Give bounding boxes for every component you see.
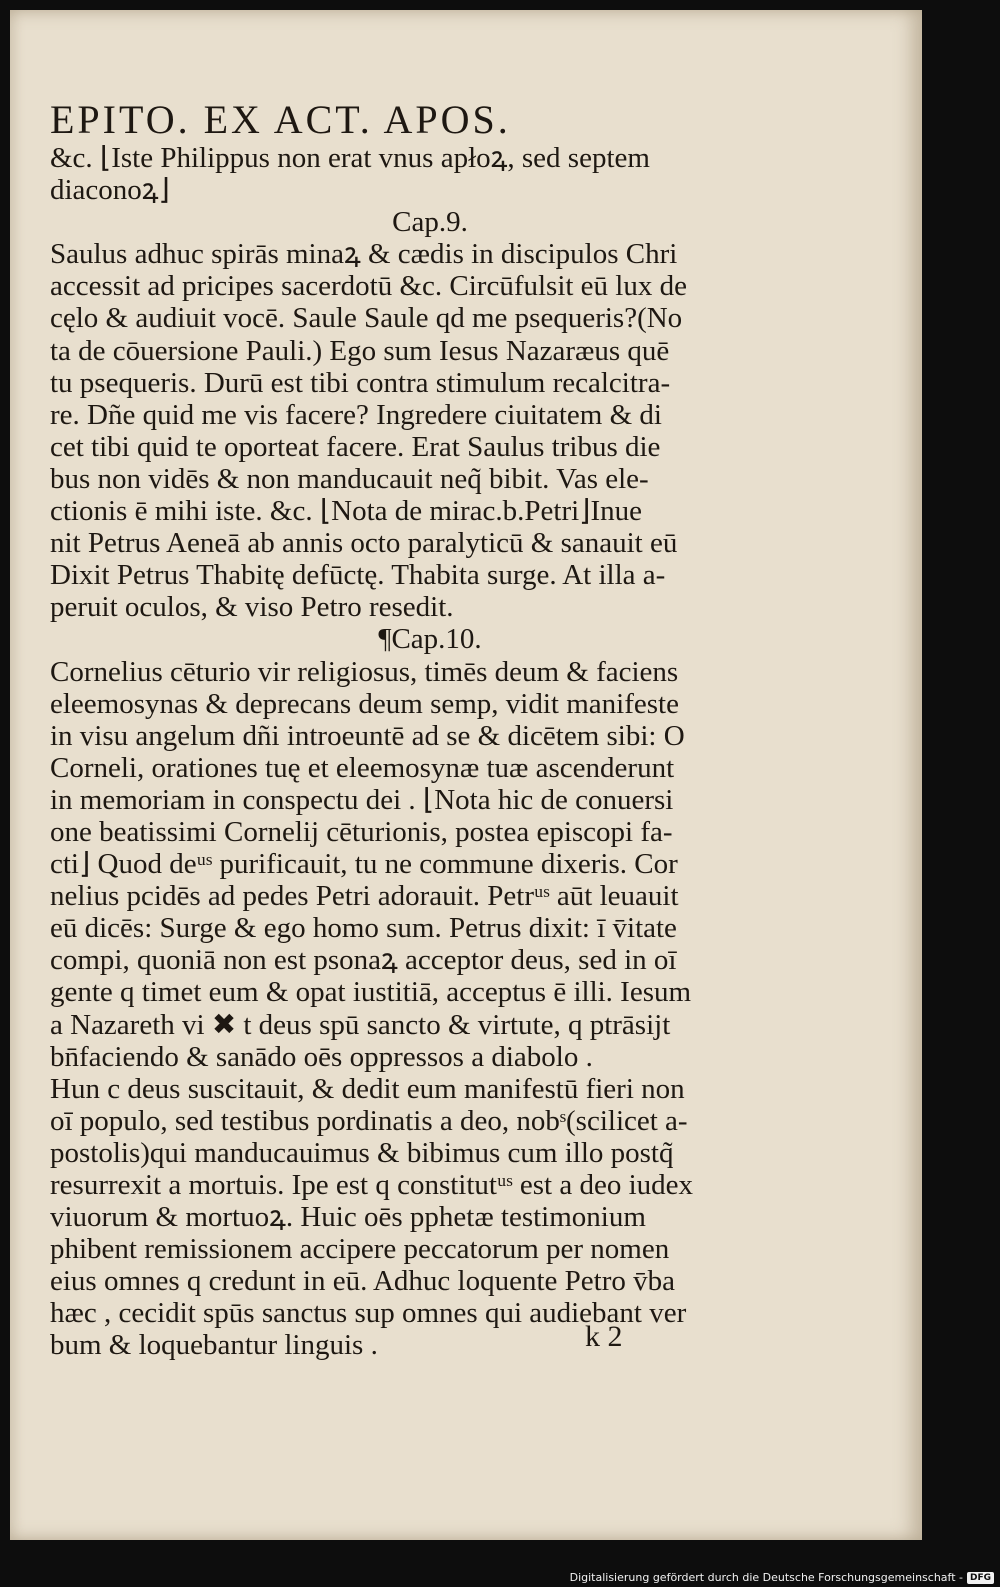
text-line: eū dicēs: Surge & ego homo sum. Petrus dixit: ī v̄itate [50, 912, 677, 945]
text-line: ctionis ē mihi iste. &c. ⌊Nota de mirac.b.Petri⌋Inue [50, 495, 643, 528]
text-line: accessit ad pricipes sacerdotū &c. Circūfulsit eū lux de [50, 270, 687, 303]
text-line: cti⌋ Quod deᵘˢ purificauit, tu ne commune dixeris. Cor [50, 848, 678, 881]
text-line: Corneli, orationes tuę et eleemosynæ tuæ ascenderunt [50, 751, 675, 784]
text-line: bus non vidēs & non manducauit neq̃ bibit. Vas ele- [50, 462, 649, 495]
text-line: bum & loquebantur linguis . [50, 1329, 378, 1362]
text-line: Hun c deus suscitauit, & dedit eum manifestū fieri non [50, 1072, 685, 1105]
text-line: phibent remissionem accipere peccatorum per nomen [50, 1233, 670, 1266]
text-line: hæc , cecidit spūs sanctus sup omnes qui audiebant ver [50, 1297, 687, 1330]
text-block [50, 98, 750, 1362]
text-line: nit Petrus Aeneā ab annis octo paralyticū & sanauit eū [50, 527, 678, 560]
text-line: &c. ⌊Iste Philippus non erat vnus apłoꝝ, sed septem [50, 142, 650, 174]
running-head: EPITO. EX ACT. APOS. [50, 97, 511, 142]
text-line: a Nazareth vi ✖ t deus spū sancto & virtute, q ptrāsijt [50, 1008, 671, 1041]
book-page [10, 10, 922, 1540]
chapter-heading: ¶Cap.10. [378, 623, 482, 656]
text-line: re. Dñe quid me vis facere? Ingredere ciuitatem & di [50, 398, 662, 431]
chapter-heading: Cap.9. [392, 206, 468, 239]
text-line: diaconoꝝ⌋ [50, 174, 170, 207]
text-line: in visu angelum dñi introeuntē ad se & dicētem sibi: O [50, 719, 685, 752]
text-line: cęlo & audiuit vocē. Saule Saule qd me psequeris?(No [50, 302, 683, 335]
text-line: tu psequeris. Durū est tibi contra stimulum recalcitra- [50, 366, 671, 399]
text-line: Dixit Petrus Thabitę defūctę. Thabita surge. At illa a- [50, 559, 666, 592]
text-line: compi, quoniā non est psonaꝝ acceptor deus, sed in oī [50, 944, 677, 977]
dfg-logo-icon: DFG [967, 1572, 994, 1584]
text-line: oī populo, sed testibus pordinatis a deo, nobˢ(scilicet a- [50, 1104, 688, 1137]
text-line: viuorum & mortuoꝝ. Huic oēs pphetæ testimonium [50, 1201, 646, 1234]
digitization-footer [570, 1571, 994, 1584]
text-line: Saulus adhuc spirās minaꝝ & cædis in discipulos Chri [50, 238, 678, 271]
text-line: gente q timet eum & opat iustitiā, acceptus ē illi. Iesum [50, 976, 692, 1009]
text-line: ta de cōuersione Pauli.) Ego sum Iesus Nazaræus quē [50, 334, 670, 367]
text-line: peruit oculos, & viso Petro resedit. [50, 591, 454, 624]
text-line: in memoriam in conspectu dei . ⌊Nota hic de conuersi [50, 783, 674, 816]
signature-mark: k 2 [585, 1320, 623, 1353]
text-line: Cornelius cēturio vir religiosus, timēs deum & faciens [50, 655, 679, 688]
text-line: resurrexit a mortuis. Ipe est q constitutᵘˢ est a deo iudex [50, 1169, 694, 1201]
text-line: eius omnes q credunt in eū. Adhuc loquente Petro v̄ba [50, 1265, 675, 1298]
text-line: cet tibi quid te oporteat facere. Erat Saulus tribus die [50, 430, 661, 463]
text-line: bn̄faciendo & sanādo oēs oppressos a diabolo . [50, 1040, 593, 1073]
footer-credit: Digitalisierung gefördert durch die Deutsche Forschungsgemeinschaft - [569, 1571, 963, 1584]
text-line: eleemosynas & deprecans deum semp, vidit manifeste [50, 687, 679, 720]
text-line: nelius pcidēs ad pedes Petri adorauit. Petrᵘˢ aūt leuauit [50, 880, 679, 913]
text-line: postolis)qui manducauimus & bibimus cum illo postq̃ [50, 1136, 674, 1169]
text-line: one beatissimi Cornelij cēturionis, postea episcopi fa- [50, 815, 673, 848]
